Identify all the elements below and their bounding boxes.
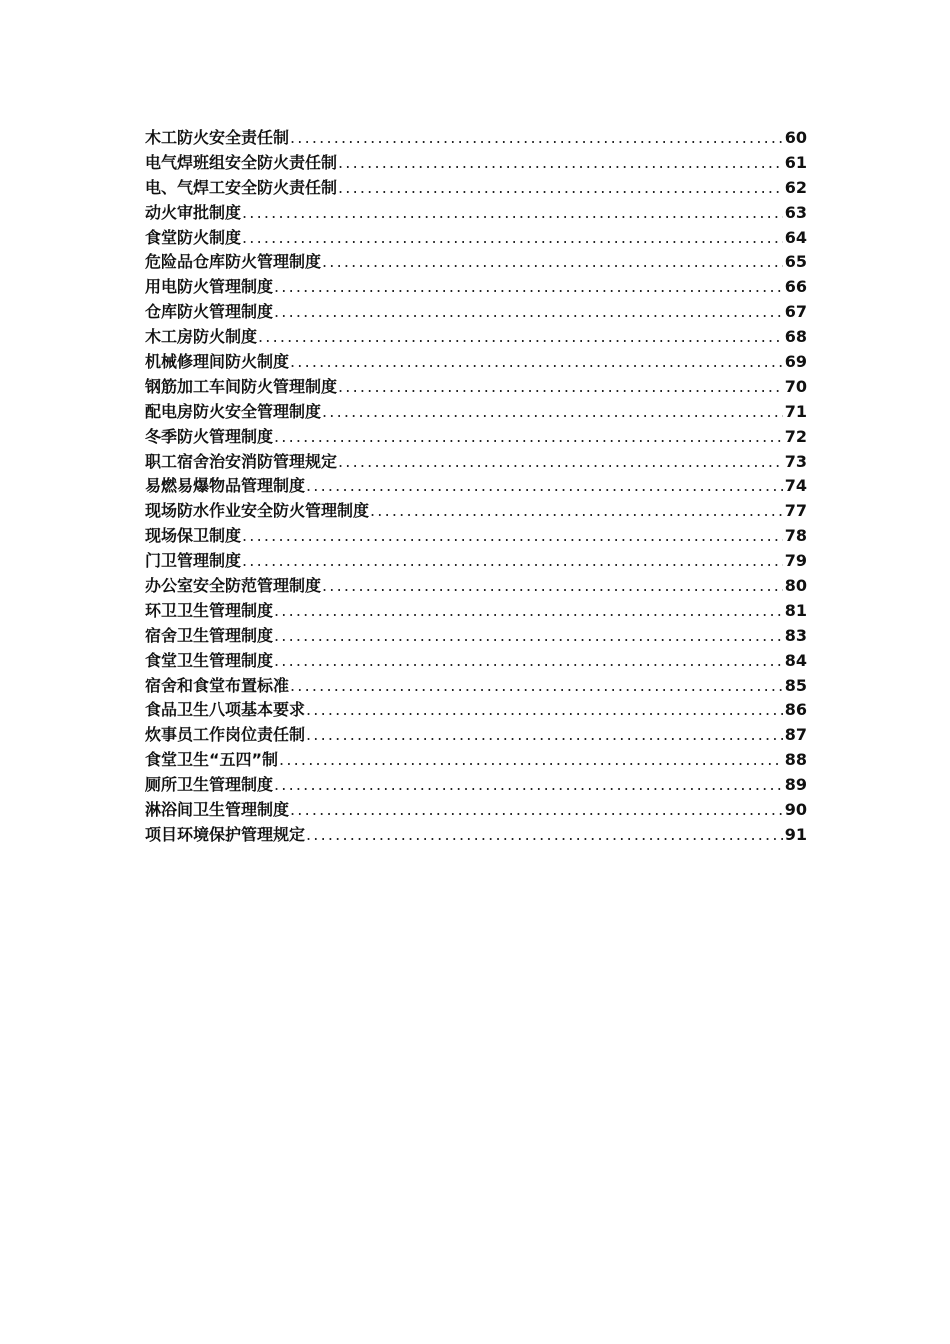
toc-entry-page: 70 (784, 376, 807, 396)
toc-entry-page: 80 (784, 576, 807, 596)
toc-entry-page: 77 (784, 501, 807, 521)
toc-leader-dots (242, 201, 783, 226)
toc-leader-dots (338, 176, 783, 201)
toc-leader-dots (274, 649, 783, 674)
toc-leader-dots (338, 151, 783, 176)
toc-entry-title: 冬季防火管理制度 (145, 426, 274, 446)
toc-entry[interactable] (145, 773, 807, 798)
toc-leader-dots (274, 275, 783, 300)
toc-entry-page: 66 (784, 277, 807, 297)
toc-entry-title: 用电防火管理制度 (145, 277, 274, 297)
toc-entry[interactable] (145, 425, 807, 450)
toc-entry[interactable] (145, 599, 807, 624)
toc-entry[interactable] (145, 748, 807, 773)
toc-entry-title: 配电房防火安全管理制度 (145, 401, 322, 421)
toc-entry[interactable] (145, 698, 807, 723)
toc-leader-dots (242, 226, 783, 251)
toc-entry[interactable] (145, 400, 807, 425)
toc-entry[interactable] (145, 176, 807, 201)
toc-entry-page: 83 (784, 625, 807, 645)
toc-entry-title: 淋浴间卫生管理制度 (145, 800, 290, 820)
toc-entry-title: 危险品仓库防火管理制度 (145, 252, 322, 272)
toc-leader-dots (322, 400, 783, 425)
toc-entry[interactable] (145, 798, 807, 823)
toc-entry[interactable] (145, 126, 807, 151)
toc-leader-dots (338, 375, 783, 400)
toc-entry-page: 88 (784, 750, 807, 770)
toc-entry[interactable] (145, 499, 807, 524)
toc-entry-page: 64 (784, 227, 807, 247)
toc-entry-title: 现场保卫制度 (145, 526, 242, 546)
toc-leader-dots (370, 499, 783, 524)
toc-leader-dots (279, 748, 783, 773)
toc-entry[interactable] (145, 723, 807, 748)
toc-entry[interactable] (145, 226, 807, 251)
toc-entry-page: 60 (784, 128, 807, 147)
toc-leader-dots (274, 425, 783, 450)
toc-entry-title: 办公室安全防范管理制度 (145, 576, 322, 596)
toc-entry-title: 炊事员工作岗位责任制 (145, 725, 306, 745)
toc-leader-dots (338, 450, 783, 475)
toc-entry[interactable] (145, 275, 807, 300)
toc-leader-dots (274, 773, 783, 798)
toc-entry-page: 86 (784, 700, 807, 720)
toc-entry[interactable] (145, 250, 807, 275)
toc-entry-title: 宿舍卫生管理制度 (145, 625, 274, 645)
toc-leader-dots (306, 723, 783, 748)
toc-entry[interactable] (145, 823, 807, 848)
toc-entry-title: 仓库防火管理制度 (145, 302, 274, 322)
toc-leader-dots (258, 325, 783, 350)
toc-entry-title: 食堂卫生“五四”制 (145, 750, 279, 770)
toc-entry-page: 90 (784, 800, 807, 820)
toc-leader-dots (306, 474, 783, 499)
toc-leader-dots (274, 599, 783, 624)
toc-entry-page: 81 (784, 600, 807, 620)
toc-entry[interactable] (145, 524, 807, 549)
toc-entry-title: 动火审批制度 (145, 202, 242, 222)
toc-entry[interactable] (145, 624, 807, 649)
toc-entry-page: 74 (784, 476, 807, 496)
toc-entry[interactable] (145, 375, 807, 400)
toc-leader-dots (290, 350, 783, 375)
toc-entry-title: 电、气焊工安全防火责任制 (145, 177, 338, 197)
toc-entry-page: 78 (784, 526, 807, 546)
toc-entry-page: 71 (784, 401, 807, 421)
toc-entry[interactable] (145, 300, 807, 325)
toc-entry-page: 91 (784, 824, 807, 844)
toc-entry-page: 61 (784, 152, 807, 172)
toc-entry-title: 厕所卫生管理制度 (145, 775, 274, 795)
toc-entry-page: 79 (784, 551, 807, 571)
toc-entry-page: 72 (784, 426, 807, 446)
toc-leader-dots (242, 549, 783, 574)
toc-entry-title: 食品卫生八项基本要求 (145, 700, 306, 720)
toc-entry[interactable] (145, 325, 807, 350)
toc-entry-page: 65 (784, 252, 807, 272)
toc-entry-title: 电气焊班组安全防火责任制 (145, 152, 338, 172)
toc-leader-dots (242, 524, 783, 549)
toc-entry[interactable] (145, 350, 807, 375)
toc-leader-dots (306, 698, 783, 723)
toc-entry-page: 69 (784, 352, 807, 372)
toc-entry-title: 门卫管理制度 (145, 551, 242, 571)
toc-entry-title: 职工宿舍治安消防管理规定 (145, 451, 338, 471)
toc-entry[interactable] (145, 574, 807, 599)
toc-entry[interactable] (145, 649, 807, 674)
toc-entry-title: 钢筋加工车间防火管理制度 (145, 376, 338, 396)
toc-entry-page: 73 (784, 451, 807, 471)
toc-entry-page: 87 (784, 725, 807, 745)
toc-entry-title: 易燃易爆物品管理制度 (145, 476, 306, 496)
toc-leader-dots (322, 574, 783, 599)
toc-entry[interactable] (145, 474, 807, 499)
toc-leader-dots (322, 250, 783, 275)
toc-leader-dots (290, 798, 783, 823)
toc-entry[interactable] (145, 151, 807, 176)
toc-entry-title: 食堂防火制度 (145, 227, 242, 247)
toc-entry-page: 68 (784, 327, 807, 347)
toc-entry-title: 现场防水作业安全防火管理制度 (145, 501, 370, 521)
toc-entry-title: 环卫卫生管理制度 (145, 600, 274, 620)
toc-entry-page: 84 (784, 650, 807, 670)
toc-entry-title: 木工房防火制度 (145, 327, 258, 347)
toc-leader-dots (306, 823, 783, 848)
toc-entry-page: 63 (784, 202, 807, 222)
toc-entry-title: 木工防火安全责任制 (145, 128, 290, 147)
toc-entry[interactable] (145, 549, 807, 574)
toc-entry[interactable] (145, 201, 807, 226)
toc-entry-page: 67 (784, 302, 807, 322)
toc-leader-dots (290, 126, 783, 151)
toc-entry-page: 89 (784, 775, 807, 795)
table-of-contents (145, 126, 807, 848)
toc-leader-dots (274, 624, 783, 649)
toc-entry-title: 项目环境保护管理规定 (145, 824, 306, 844)
toc-leader-dots (290, 674, 783, 699)
toc-entry-title: 食堂卫生管理制度 (145, 650, 274, 670)
toc-entry-page: 62 (784, 177, 807, 197)
toc-entry-page: 85 (784, 675, 807, 695)
toc-entry-title: 机械修理间防火制度 (145, 352, 290, 372)
toc-entry[interactable] (145, 674, 807, 699)
toc-entry[interactable] (145, 450, 807, 475)
toc-entry-title: 宿舍和食堂布置标准 (145, 675, 290, 695)
toc-leader-dots (274, 300, 783, 325)
